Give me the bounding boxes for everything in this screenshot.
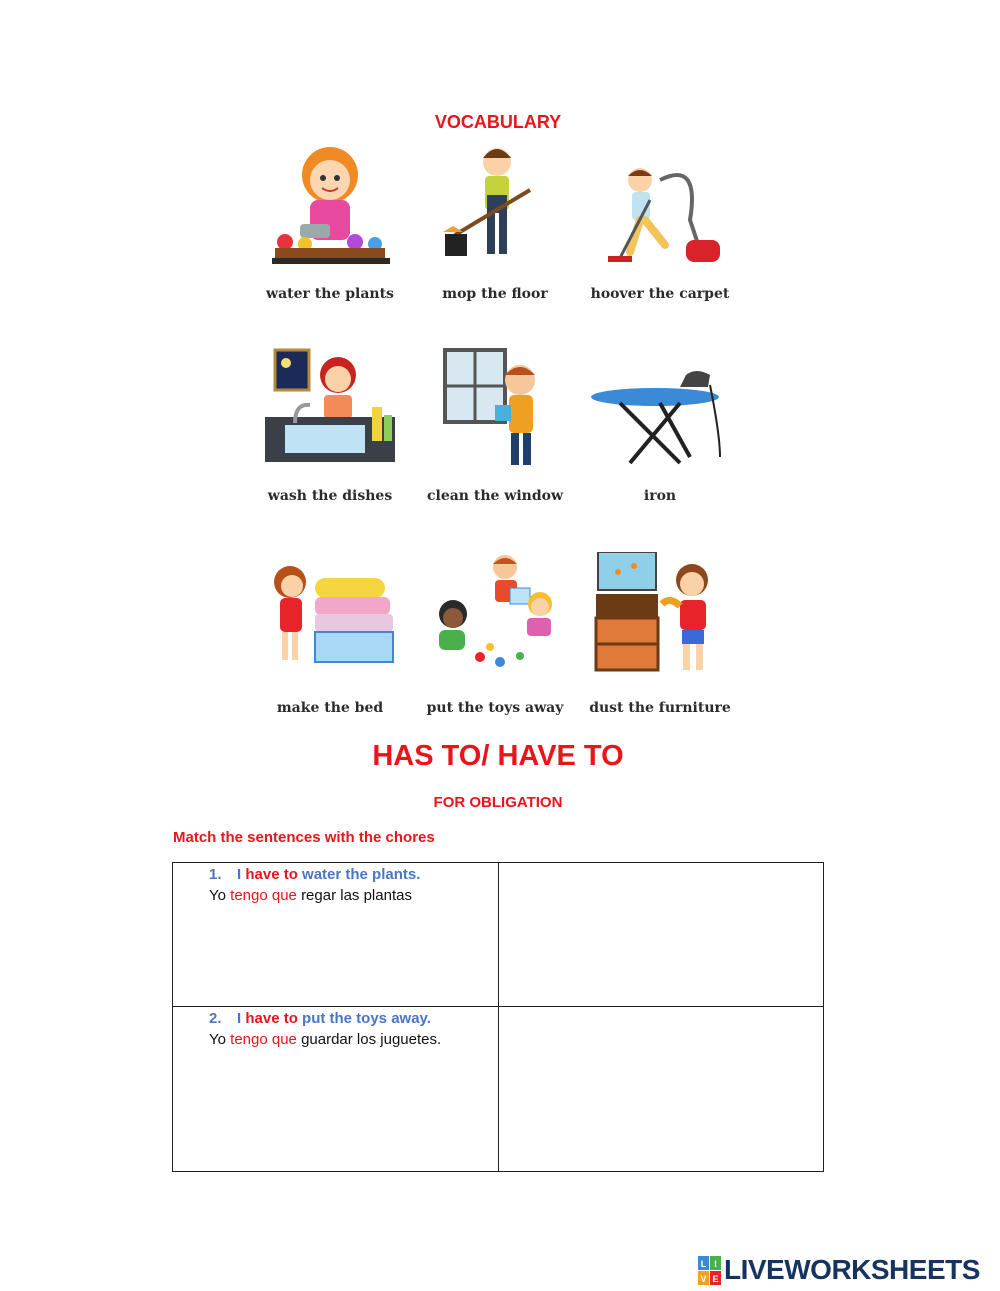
water-plants-illustration (260, 140, 400, 270)
spanish-modal: tengo que (230, 887, 297, 904)
matching-table (172, 862, 824, 1172)
sentence-chore: water the plants. (302, 866, 421, 883)
english-sentence (209, 1010, 498, 1027)
sentence-number: 1. (209, 866, 222, 883)
answer-drop-cell[interactable] (498, 863, 823, 1007)
sentence-cell (173, 863, 499, 1007)
vocabulary-title: VOCABULARY (434, 112, 562, 132)
logo-letter: L (700, 1259, 707, 1269)
answer-drop-cell[interactable] (498, 1007, 823, 1172)
spanish-rest: guardar los juguetes. (301, 1031, 442, 1048)
instruction: Match the sentences with the chores (173, 829, 435, 846)
mop-floor-illustration (425, 140, 565, 270)
logo-letter: I (714, 1259, 717, 1269)
spanish-sentence (209, 1031, 498, 1048)
sentence-chore: put the toys away. (302, 1010, 431, 1027)
hoover-carpet-illustration (590, 140, 730, 270)
sentence-cell (173, 1007, 499, 1172)
chore-label: water the plants (266, 286, 394, 302)
table-row (173, 1007, 824, 1172)
sentence-modal: have to (245, 1010, 298, 1027)
logo-badge-icon (698, 1256, 722, 1286)
sentence-modal: have to (245, 866, 298, 883)
logo-letter: V (700, 1274, 707, 1284)
make-bed-illustration (260, 552, 400, 682)
dust-furniture-illustration (590, 552, 730, 682)
chore-label: put the toys away (426, 700, 564, 716)
chore-label: wash the dishes (267, 488, 393, 504)
chore-label: iron (643, 488, 677, 504)
chore-label: mop the floor (442, 286, 548, 302)
chore-label: make the bed (276, 700, 384, 716)
sentence-subject: I (237, 866, 242, 883)
chore-label: clean the window (426, 488, 564, 504)
logo-letter: E (712, 1274, 719, 1284)
table-row (173, 863, 824, 1007)
vocabulary-grid (250, 140, 750, 730)
main-title: HAS TO/ HAVE TO (372, 740, 624, 772)
clean-window-illustration (425, 345, 565, 475)
wash-dishes-illustration (260, 345, 400, 475)
chore-label: dust the furniture (589, 700, 731, 716)
subtitle: FOR OBLIGATION (433, 794, 563, 811)
sentence-subject: I (237, 1010, 242, 1027)
iron-illustration (590, 345, 730, 475)
spanish-modal: tengo que (230, 1031, 297, 1048)
spanish-subject: Yo (209, 887, 226, 904)
spanish-subject: Yo (209, 1031, 226, 1048)
put-toys-away-illustration (425, 552, 565, 682)
sentence-number: 2. (209, 1010, 222, 1027)
chore-label: hoover the carpet (590, 286, 730, 302)
spanish-rest: regar las plantas (301, 887, 412, 904)
spanish-sentence (209, 887, 498, 904)
logo-text: LIVEWORKSHEETS (724, 1254, 980, 1285)
english-sentence (209, 866, 498, 883)
